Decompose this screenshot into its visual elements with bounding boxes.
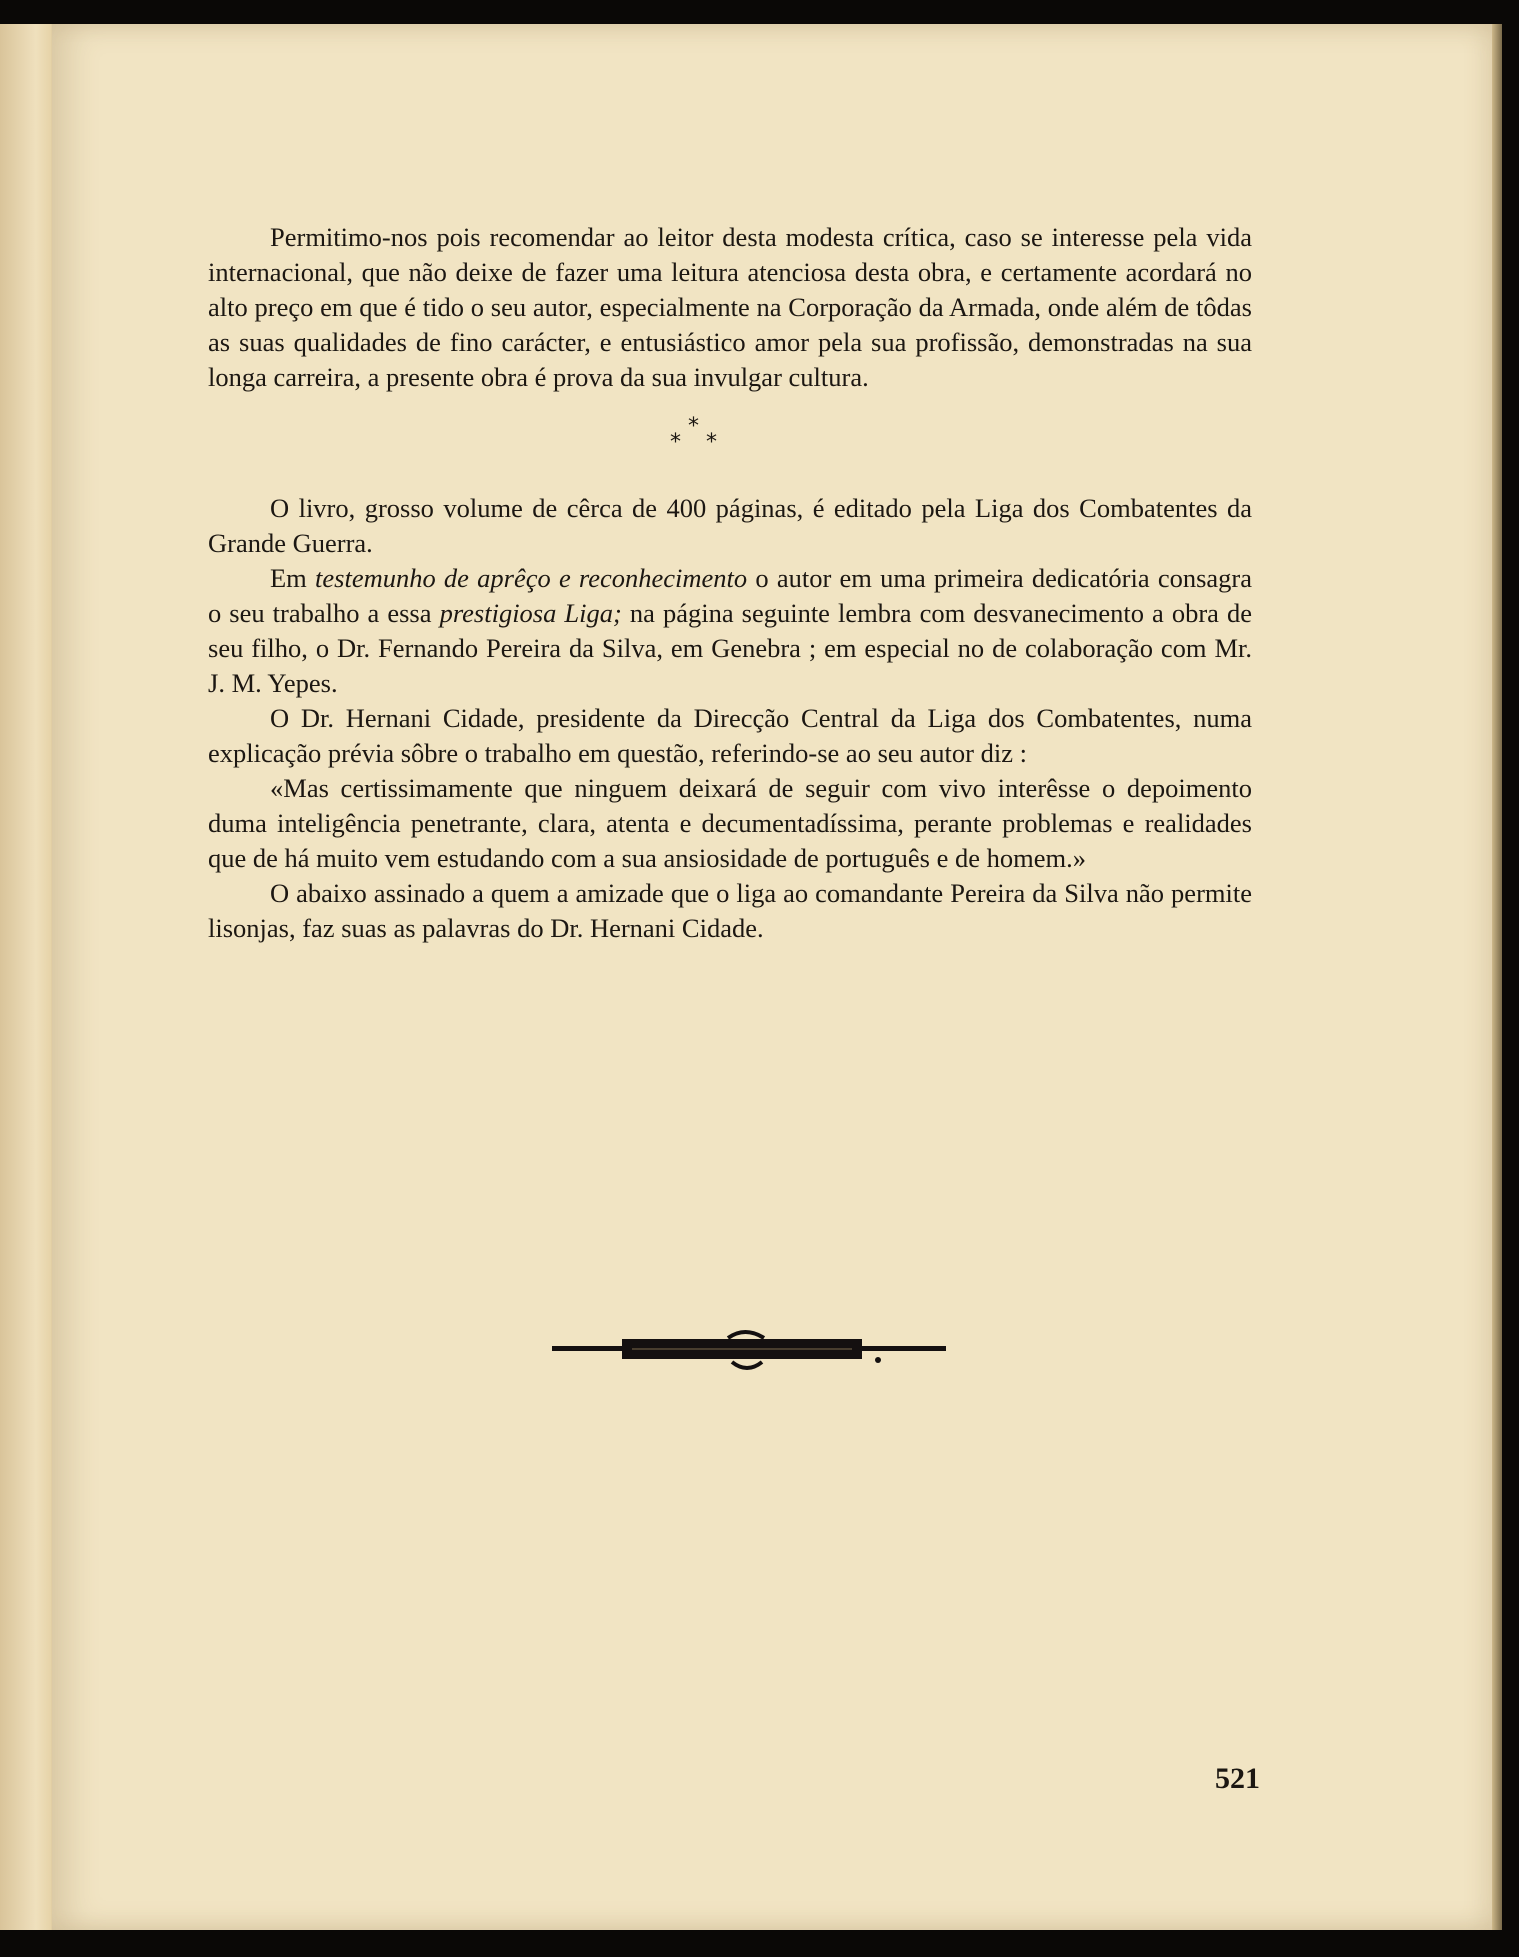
- paragraph-quote: «Mas certissimamente que ninguem deixará de seguir com vivo interêsse o depoimento duma inteligência penetrante, clara, atenta e decumentadíssima, perante problemas e realidades que de há muito vem estudando com a sua ansiosidade de português e de homem.»: [208, 773, 1252, 873]
- paragraph-recommendation: Permitimo-nos pois recomendar ao leitor desta modesta crítica, caso se interesse pela vida internacional, que não deixe de fazer uma leitura atenciosa desta obra, e certamente acordará no alto preço em que é tido o seu autor, especialmente na Corporação da Armada, onde além de tôdas as suas qualidades de fino carácter, e entusiástico amor pela sua profissão, demonstradas na sua longa carreira, a presente obra é prova da sua invulgar cultura.: [208, 222, 1252, 392]
- page-number: 521: [1215, 1762, 1260, 1795]
- asterism-separator: [208, 401, 1252, 491]
- dedication-text-1: Em: [270, 563, 316, 593]
- asterism-star-right: *: [706, 430, 717, 455]
- asterism-star-top: *: [688, 414, 699, 439]
- body-text: [208, 220, 1252, 946]
- paragraph-signature-note: O abaixo assinado a quem a amizade que o liga ao comandante Pereira da Silva não permite lisonjas, faz suas as palavras do Dr. Hernani Cidade.: [208, 878, 1252, 943]
- book-gutter: [0, 24, 60, 1930]
- page-edge: [1492, 24, 1502, 1930]
- dedication-italic-1: testemunho de aprêço e reconhecimento: [315, 563, 748, 593]
- asterism-star-left: *: [670, 430, 681, 455]
- dedication-text-3: na página seguinte lembra com desvanecimento a obra de seu filho, o Dr. Fernando Pereira da Silva, em Genebra ; em especial no de colaboração com Mr. J. M. Yepes.: [208, 598, 1253, 698]
- dedication-text-2: o autor em uma primeira dedicatória consagra o seu trabalho a essa: [208, 563, 1252, 628]
- paragraph-dedication: [208, 561, 1252, 701]
- paragraph-hernani-cidade: O Dr. Hernani Cidade, presidente da Direcção Central da Liga dos Combatentes, numa explicação prévia sôbre o trabalho em questão, referindo-se ao seu autor diz :: [208, 703, 1252, 768]
- dedication-italic-2: prestigiosa Liga;: [439, 598, 622, 628]
- paragraph-book-info: O livro, grosso volume de cêrca de 400 páginas, é editado pela Liga dos Combatentes da Grande Guerra.: [208, 493, 1252, 558]
- decorative-ornament-icon: [552, 1322, 946, 1384]
